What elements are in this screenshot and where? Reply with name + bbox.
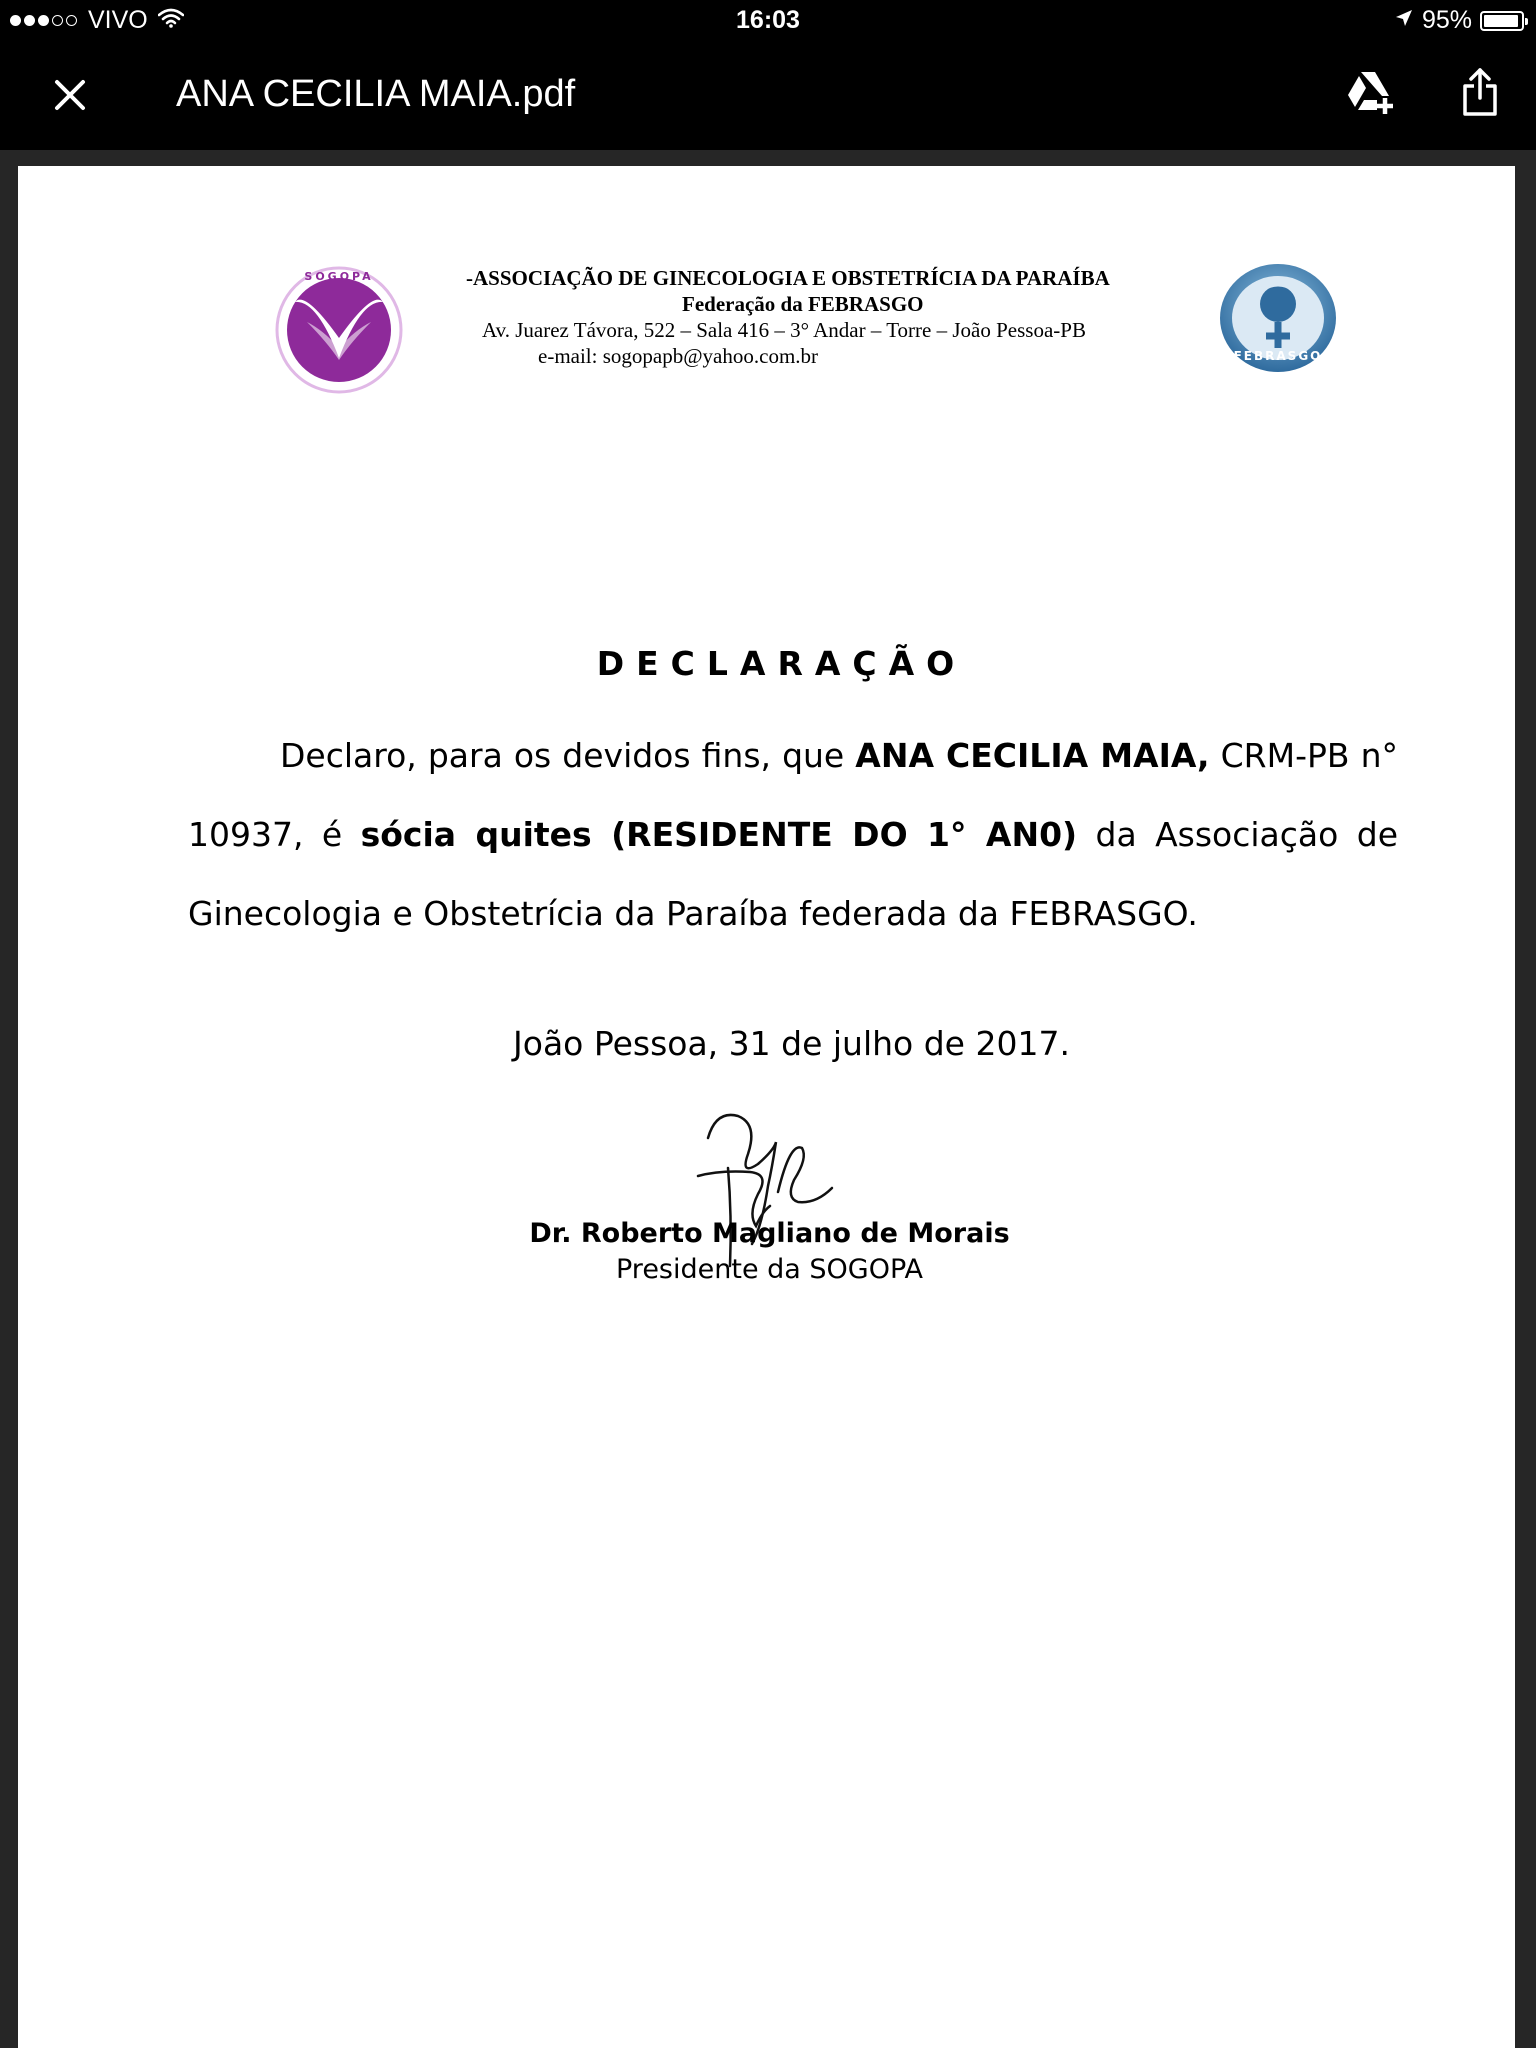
febrasgo-logo-text: FEBRASGO [1233, 349, 1323, 363]
member-status: sócia quites (RESIDENTE DO 1° AN0) [360, 815, 1078, 854]
share-icon [1462, 68, 1498, 116]
location-arrow-icon [1394, 6, 1422, 35]
body-intro: Declaro, para os devidos fins, que [280, 736, 856, 775]
sogopa-logo [261, 260, 417, 404]
pdf-page [18, 166, 1515, 2048]
battery-tip [1525, 18, 1528, 25]
battery-fill [1484, 15, 1518, 27]
close-icon [54, 79, 86, 111]
signer-role: Presidente da SOGOPA [616, 1254, 923, 1285]
declaration-date: João Pessoa, 31 de julho de 2017. [513, 1024, 1070, 1063]
document-title: ANA CECILIA MAIA.pdf [176, 73, 576, 115]
share-button[interactable] [1448, 60, 1512, 124]
febrasgo-logo [1216, 260, 1340, 382]
declaration-body [188, 716, 1398, 953]
carrier-name: VIVO [88, 6, 148, 34]
declaration-title: DECLARAÇÃO [596, 644, 967, 683]
battery-icon [1480, 11, 1524, 31]
body-crm: CRM-PB n° 10937, é [188, 736, 1398, 854]
letterhead-federation: Federação da FEBRASGO [682, 292, 924, 316]
battery-percent: 95% [1421, 6, 1472, 34]
close-button[interactable] [40, 65, 100, 125]
sogopa-logo-text: SOGOPA [304, 270, 374, 283]
status-right [1394, 6, 1524, 35]
declaration-paragraph [188, 716, 1398, 953]
pdf-viewer[interactable] [0, 150, 1536, 2048]
body-closing: da Associação de Ginecologia e Obstetrícia da Paraíba federada da FEBRASGO. [188, 815, 1398, 933]
member-name: ANA CECILIA MAIA, [855, 736, 1210, 775]
nav-bar [0, 40, 1536, 150]
letterhead-association: -ASSOCIAÇÃO DE GINECOLOGIA E OBSTETRÍCIA DA PARAÍBA [466, 266, 1110, 290]
drive-add-icon [1345, 70, 1395, 114]
signer-name: Dr. Roberto Magliano de Morais [529, 1218, 1010, 1249]
add-to-drive-button[interactable] [1338, 60, 1402, 124]
status-bar [0, 0, 1536, 40]
letterhead-address: Av. Juarez Távora, 522 – Sala 416 – 3° Andar – Torre – João Pessoa-PB [482, 318, 1086, 342]
letterhead-email: e-mail: sogopapb@yahoo.com.br [538, 344, 819, 368]
status-time: 16:03 [736, 6, 800, 34]
